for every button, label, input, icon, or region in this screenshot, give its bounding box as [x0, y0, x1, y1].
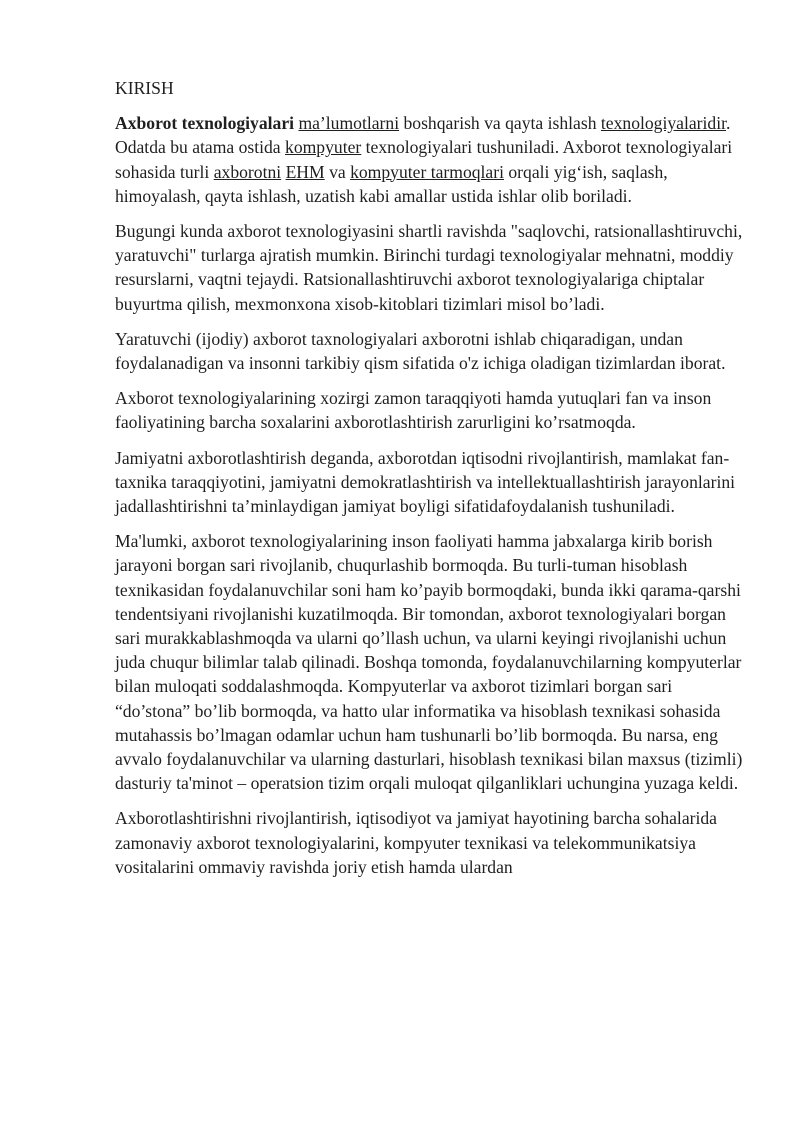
document-body: [115, 76, 745, 890]
paragraph-3: Yaratuvchi (ijodiy) axborot taxnologiyalari axborotni ishlab chiqaradigan, undan foydalanadigan va insonni tarkibiy qism sifatida o'z ichiga oladigan tizimlardan iborat.: [115, 328, 726, 374]
paragraph-6: Ma'lumki, axborot texnologiyalarining inson faoliyati hamma jabxalarga kirib borish jarayoni borgan sari rivojlanib, chuqurlashib bormoqda. Bu turli-tuman hisoblash texnikasidan foydalanuvchilar soni ham ko’payib bormoqdaki, bunda ikki qarama-qarshi tendentsiyani rivojlanishi kuzatilmoqda. Bir tomondan, axborot texnologiyalari borgan sari murakkablashmoqda va ularni qo’llash uchun, va ularni keyingi rivojlanishi uchun juda chuqur bilimlar talab qilinadi. Boshqa tomonda, foydalanuvchilarning kompyuterlar bilan muloqati soddalashmoqda. Kompyuterlar va axborot tizimlari borgan sari “do’stona” bo’lib bormoqda, va hatto ular informatika va hisoblash texnikasi sohasida mutahassis bo’lmagan odamlar uchun ham tushunarli bo’lib bormoqda. Bu narsa, eng avvalo foydalanuvchilar va ularning dasturlari, hisoblash texnikasi bilan maxsus (tizimli) dasturiy ta'minot – operatsion tizim orqali muloqat qilganliklari uchungina yuzaga keldi.: [115, 531, 743, 794]
link-ehm[interactable]: EHM: [285, 161, 325, 182]
paragraph-text: va: [324, 161, 351, 182]
paragraph-5: Jamiyatni axborotlashtirish deganda, axborotdan iqtisodni rivojlantirish, mamlakat fan-taxnika taraqqiyotini, jamiyatni demokratlashtirish va intellektuallashtirish jarayonlarini jadallashtirishni ta’minlaydigan jamiyat boyligi sifatidafoydalanish tushuniladi.: [115, 447, 736, 517]
link-axborotni[interactable]: axborotni: [213, 161, 282, 182]
link-malumotlarni[interactable]: ma’lumotlarni: [298, 113, 400, 134]
paragraph-text: . Odatda bu atama ostida: [115, 113, 731, 158]
paragraph-4: Axborot texnologiyalarining xozirgi zamon taraqqiyoti hamda yutuqlari fan va inson faoliyatining barcha soxalarini axborotlashtirish zarurligini ko’rsatmoqda.: [115, 388, 712, 433]
link-kompyuter[interactable]: kompyuter: [285, 137, 362, 158]
link-kompyuter-tarmoqlari[interactable]: kompyuter tarmoqlari: [350, 161, 504, 182]
paragraph-2: Bugungi kunda axborot texnologiyasini shartli ravishda "saqlovchi, ratsionallashtiruvchi, yaratuvchi" turlarga ajratish mumkin. Birinchi turdagi texnologiyalar mehnatni, moddiy resurslarni, vaqtni tejaydi. Ratsionallashtiruvchi axborot texnologiyalariga chiptalar buyurtma qilish, mexmonxona xisob-kitoblari tizimlari misol bo’ladi.: [115, 221, 743, 314]
link-texnologiyalaridir[interactable]: texnologiyalaridir: [600, 113, 726, 134]
paragraph-text: texnologiyalari tushuniladi. Axborot texnologiyalari sohasida turli: [115, 137, 733, 182]
paragraph-text: orqali yig‘ish, saqlash, himoyalash, qayta ishlash, uzatish kabi amallar ustida ishlar olib boriladi.: [115, 161, 668, 206]
section-heading: KIRISH: [115, 78, 174, 98]
paragraph-text: boshqarish va qayta ishlash: [399, 113, 601, 134]
paragraph-7: Axborotlashtirishni rivojlantirish, iqtisodiyot va jamiyat hayotining barcha sohalarida zamonaviy axborot texnologiyalarini, kompyuter texnikasi va telekommunikatsiya vositalarini ommaviy ravishda joriy etish hamda ulardan: [115, 808, 717, 877]
bold-term: Axborot texnologiyalari: [115, 113, 295, 134]
paragraph-intro: [115, 111, 745, 208]
